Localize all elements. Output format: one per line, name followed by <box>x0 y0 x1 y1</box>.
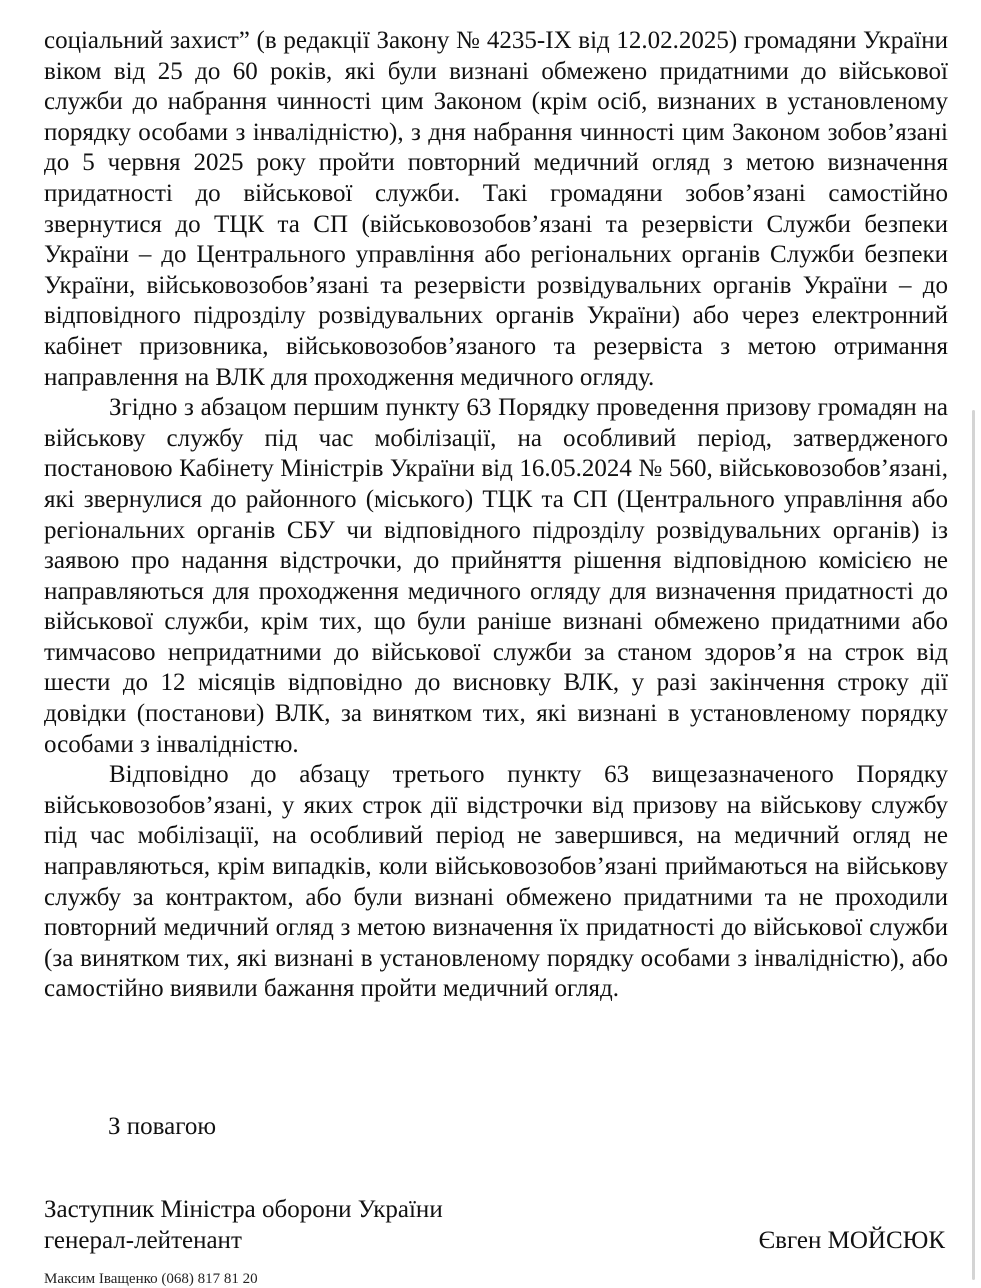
scrollbar[interactable] <box>972 410 975 1280</box>
footer-contact: Максим Іващенко (068) 817 81 20 <box>44 1271 258 1287</box>
signer-block <box>44 1194 443 1256</box>
paragraph-2: Згідно з абзацом першим пункту 63 Порядку проведення призову громадян на військову службу під час мобілізації, на особливий період, затвердженого постановою Кабінету Міністрів України від 16.05.2024 № 560, військовозобов’язані, які звернулися до районного (міського) ТЦК та СП (Центрального управління або регіональних органів СБУ чи відповідного підрозділу розвідувальних органів) із заявою про надання відстрочки, до прийняття рішення відповідною комісією не направляються для проходження медичного огляду для визначення придатності до військової служби, крім тих, що були раніше визнані обмежено придатними або тимчасово непридатними до військової служби за станом здоров’я на строк від шести до 12 місяців відповідно до висновку ВЛК, у разі закінчення строку дії довідки (постанови) ВЛК, за винятком тих, які визнані в установленому порядку особами з інвалідністю. <box>44 394 948 758</box>
signer-name: Євген МОЙСЮК <box>758 1227 945 1254</box>
closing-salutation: З повагою <box>108 1113 217 1140</box>
paragraph-1: соціальний захист” (в редакції Закону № 4235-IX від 12.02.2025) громадяни України віком від 25 до 60 років, які були визнані обмежено придатними до військової служби до набрання чинності цим Законом (крім осіб, визнаних в установленому порядку особами з інвалідністю), з дня набрання чинності цим Законом зобов’язані до 5 червня 2025 року пройти повторний медичний огляд з метою визначення придатності до військової служби. Такі громадяни зобов’язані самостійно звернутися до ТЦК та СП (військовозобов’язані та резервісти Служби безпеки України – до Центрального управління або регіональних органів Служби безпеки України, військовозобов’язані та резервісти розвідувальних органів України – до відповідного підрозділу розвідувальних органів України) або через електронний кабінет призовника, військовозобов’язаного та резервіста з метою отримання направлення на ВЛК для проходження медичного огляду. <box>44 27 948 391</box>
signer-rank: генерал-лейтенант <box>44 1227 242 1254</box>
signer-position: Заступник Міністра оборони України <box>44 1196 443 1223</box>
paragraph-3: Відповідно до абзацу третього пункту 63 вищезазначеного Порядку військовозобов’язані, у яких строк дії відстрочки від призову на військову службу під час мобілізації, на особливий період не завершився, на медичний огляд не направляються, крім випадків, коли військовозобов’язані приймаються на військову службу за контрактом, або були визнані обмежено придатними та не проходили повторний медичний огляд з метою визначення їх придатності до військової служби (за винятком тих, які визнані в установленому порядку особами з інвалідністю), або самостійно виявили бажання пройти медичний огляд. <box>44 761 948 1003</box>
letter-body <box>44 26 948 1005</box>
